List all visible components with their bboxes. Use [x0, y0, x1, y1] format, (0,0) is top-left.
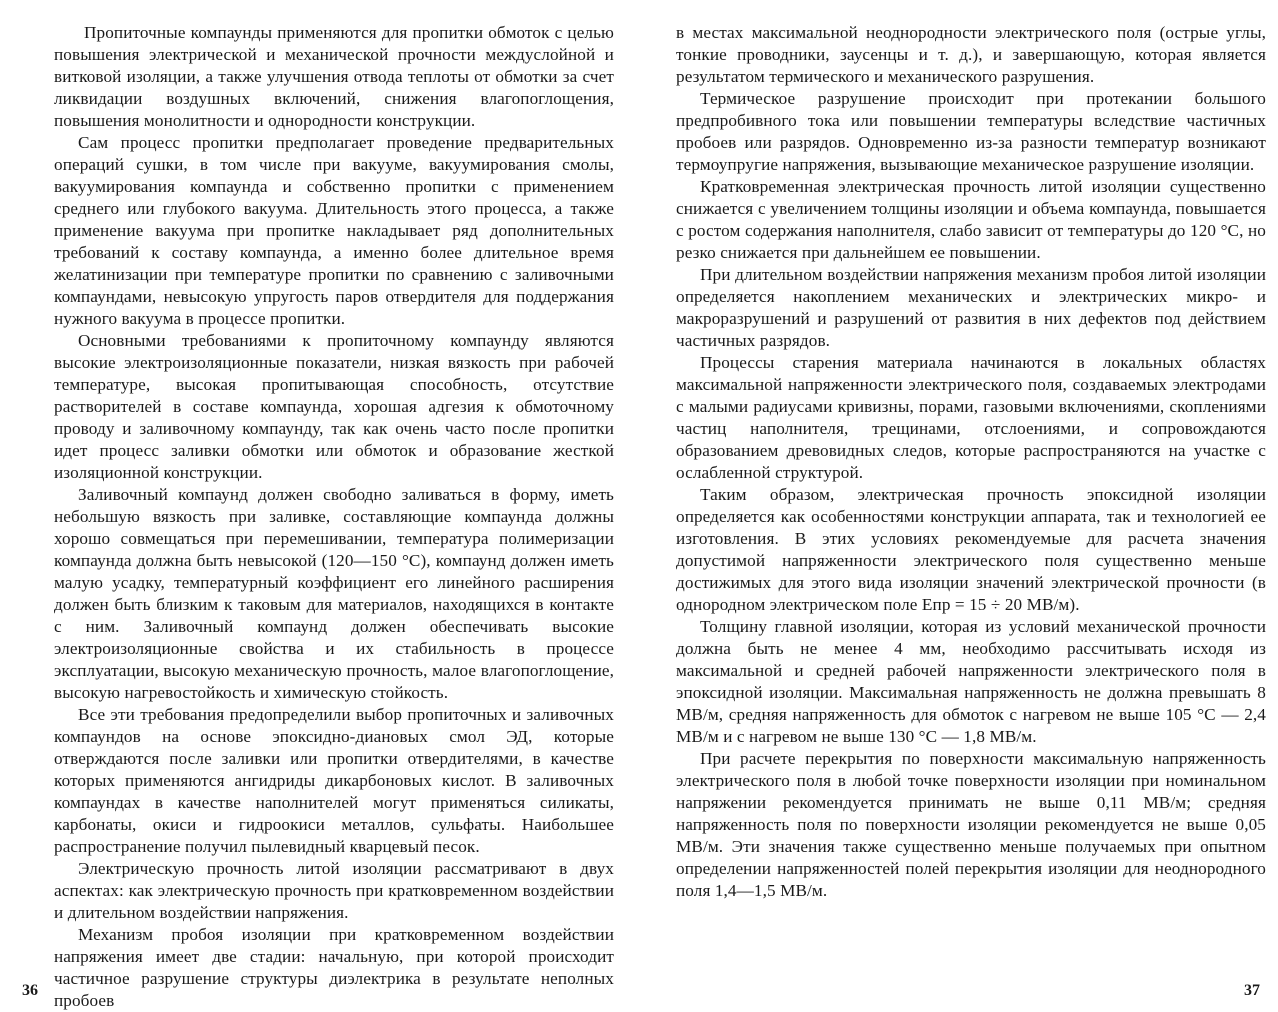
page-number-left: 36 — [22, 982, 38, 999]
paragraph: При длительном воздействии напряжения механизм пробоя литой изоляции определяется накоплением механических и электрических микро- и макроразрушений и разрушений от развития в них дефектов под действием частичных разрядов. — [676, 265, 1266, 350]
paragraph: Все эти требования предопределили выбор пропиточных и заливочных компаундов на основе эпоксидно-диановых смол ЭД, которые отверждаются после заливки или пропитки отвердителями, в качестве которых применяются ангидриды дикарбоновых кислот. В заливочных компаундах в качестве наполнителей могут применяться силикаты, карбонаты, окиси и гидроокиси металлов, сульфаты. Наибольшее распространение получил пылевидный кварцевый песок. — [54, 705, 614, 856]
left-page — [54, 22, 614, 1012]
paragraph: При расчете перекрытия по поверхности максимальную напряженность электрического поля в любой точке поверхности изоляции при номинальном напряжении рекомендуется принимать не выше 0,11 МВ/м; средняя напряженность поля по поверхности изоляции рекомендуется не выше 0,05 МВ/м. Эти значения также существенно меньше получаемых при опытном определении напряженностей полей перекрытия изоляции для неоднородного поля 1,4—1,5 МВ/м. — [676, 749, 1266, 900]
paragraph: Пропиточные компаунды применяются для пропитки обмоток с целью повышения электрической и механической прочности междуслойной и витковой изоляции, а также улучшения отвода теплоты от обмотки за счет ликвидации воздушных включений, снижения влагопоглощения, повышения монолитности и однородности конструкции. — [54, 23, 614, 130]
paragraph: Термическое разрушение происходит при протекании большого предпробивного тока или повышении температуры вследствие частичных пробоев или разрядов. Одновременно из-за разности температур возникают термоупругие напряжения, вызывающие механическое разрушение изоляции. — [676, 89, 1266, 174]
paragraph: Заливочный компаунд должен свободно заливаться в форму, иметь небольшую вязкость при заливке, составляющие компаунда должны хорошо совмещаться при перемешивании, температура полимеризации компаунда должна быть невысокой (120—150 °С), компаунд должен иметь малую усадку, температурный коэффициент его линейного расширения должен быть близким к таковым для материалов, находящихся в контакте с ним. Заливочный компаунд должен обеспечивать высокие электроизоляционные свойства и их стабильность в процессе эксплуатации, высокую механическую прочность, малое влагопоглощение, высокую нагревостойкость и химическую стойкость. — [54, 485, 614, 702]
paragraph: Основными требованиями к пропиточному компаунду являются высокие электроизоляционные показатели, низкая вязкость при рабочей температуре, высокая пропитывающая способность, отсутствие растворителей в составе компаунда, хорошая адгезия к обмоточному проводу и заливочному компаунду, так как очень часто после пропитки идет процесс заливки обмотки или обмоток и образование жесткой изоляционной конструкции. — [54, 331, 614, 482]
paragraph: Механизм пробоя изоляции при кратковременном воздействии напряжения имеет две стадии: начальную, при которой происходит частичное разрушение структуры диэлектрика в результате неполных пробоев — [54, 925, 614, 1010]
paragraph: Толщину главной изоляции, которая из условий механической прочности должна быть не менее 4 мм, необходимо рассчитывать исходя из максимальной и средней рабочей напряженности электрического поля в эпоксидной изоляции. Максимальная напряженность не должна превышать 8 МВ/м, средняя напряженность для обмоток с нагревом не выше 105 °С — 2,4 МВ/м и с нагревом не выше 130 °С — 1,8 МВ/м. — [676, 617, 1266, 746]
page-number-right: 37 — [1244, 982, 1260, 999]
paragraph: Кратковременная электрическая прочность литой изоляции существенно снижается с увеличением толщины изоляции и объема компаунда, повышается с ростом содержания наполнителя, слабо зависит от температуры до 120 °С, но резко снижается при дальнейшем ее повышении. — [676, 177, 1266, 262]
paragraph: Таким образом, электрическая прочность эпоксидной изоляции определяется как особенностями конструкции аппарата, так и технологией ее изготовления. В этих условиях рекомендуемые для расчета значения допустимой напряженности электрического поля существенно меньше достижимых для этого вида изоляции значений электрической прочности (в однородном электрическом поле Eпр = 15 ÷ 20 МВ/м). — [676, 485, 1266, 614]
paragraph: Сам процесс пропитки предполагает проведение предварительных операций сушки, в том числе при вакууме, вакуумирования смолы, вакуумирования компаунда и собственно пропитки с применением среднего или глубокого вакуума. Длительность этого процесса, а также применение вакуума при пропитке накладывает ряд дополнительных требований к составу компаунда, а именно более длительное время желатинизации при температуре пропитки по сравнению с заливочными компаундами, невысокую упругость паров отвердителя для поддержания нужного вакуума в процессе пропитки. — [54, 133, 614, 328]
left-page-body — [54, 22, 614, 1012]
right-page-body — [676, 22, 1266, 902]
paragraph: Процессы старения материала начинаются в локальных областях максимальной напряженности электрического поля, создаваемых электродами с малыми радиусами кривизны, порами, газовыми включениями, скоплениями частиц наполнителя, трещинами, отслоениями, и сопровождаются образованием древовидных следов, которые распространяются на участке с ослабленной структурой. — [676, 353, 1266, 482]
right-page — [676, 22, 1266, 902]
paragraph: Электрическую прочность литой изоляции рассматривают в двух аспектах: как электрическую прочность при кратковременном воздействии и длительном воздействии напряжения. — [54, 859, 614, 922]
paragraph: в местах максимальной неоднородности электрического поля (острые углы, тонкие проводники, заусенцы и т. д.), и завершающую, которая является результатом термического и механического разрушения. — [676, 23, 1266, 86]
